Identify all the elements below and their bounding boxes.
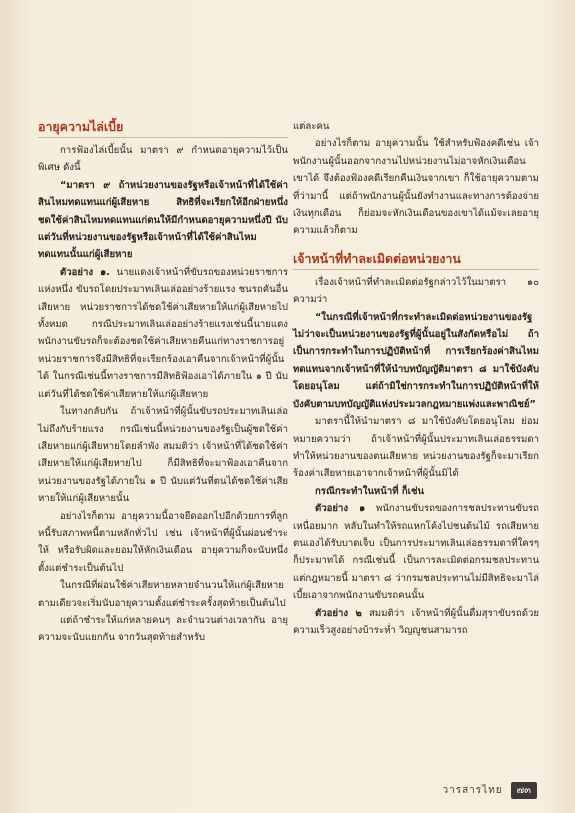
example-text: สมมติว่า เจ้าหน้าที่ผู้นั้นดื่มสุราขับรถด้วยความเร็วสูงอย่างบ้าระห่ำ วิญญูชนสามารถ: [293, 607, 539, 636]
heading-rule: [293, 269, 539, 270]
paragraph: ในกรณีที่ผ่อนใช้ค่าเสียหายหลายจำนวนให้แก่ผู้เสียหายตามเดียวจะเริ่มนับอายุความตั้งแต่ชำระครั้งสุดท้ายเป็นต้นไป: [38, 580, 286, 609]
paragraph: การฟ้องไล่เบี้ยนั้น มาตรา ๙ กำหนดอายุความไว้เป็นพิเศษ ดังนี้: [38, 145, 288, 174]
right-column: [293, 118, 539, 639]
example-text: นายแดงเจ้าหน้าที่ขับรถของหน่วยราชการแห่งหนึ่ง ขับรถโดยประมาทเลินเล่ออย่างร้ายแรง ชนรถคันอื่นเสียหาย หน่วยราชการได้ชดใช้ค่าเสียหายให้แก่ผู้เสียหายไปทั้งหมด กรณีประมาทเลินเล่ออย่างร้ายแรงเช่นนี้นายแดงพนักงานขับรถก็จะต้องชดใช้ค่าเสียหายคืนแก่ทางราชการอยู่ หน่วยราชการจึงมีสิทธิที่จะเรียกร้องเอาคืนจากเจ้าหน้าที่ผู้นั้นได้ ในกรณีเช่นนี้ทางราชการมีสิทธิฟ้องเอาได้ภายใน ๑ ปี นับแต่วันที่ได้ชดใช้ค่าเสียหายให้แก่ผู้เสียหาย: [38, 266, 288, 400]
section-heading-tort: เจ้าหน้าที่ทำละเมิดต่อหน่วยงาน: [293, 250, 461, 266]
example-1: [293, 500, 539, 604]
example-label: ตัวอย่าง ๑.: [60, 266, 110, 278]
example-label: ตัวอย่าง ๑: [315, 503, 366, 515]
paragraph: เรื่องเจ้าหน้าที่ทำละเมิดต่อรัฐกล่าวไว้ในมาตรา ๑๐ ความว่า: [293, 276, 539, 306]
page-number: ๗๓: [511, 782, 537, 799]
paragraph: อย่างไรก็ตาม อายุความนี้อาจยืดออกไปอีกด้วยการที่ลูกหนี้รับสภาพหนี้ตามหลักทั่วไป เช่น เจ้าหน้าที่ผู้นั้นผ่อนชำระให้ หรือรับผิดและยอมให้หักเงินเดือน อายุความก็จะนับหนึ่งตั้งแต่ชำระเป็นต้นไป: [38, 510, 288, 574]
paragraph: แต่ถ้าชำระให้แก่หลายคนๆ ละจำนวนต่างเวลากัน อายุความจะนับแยกกัน จากวันสุดท้ายสำหรับ: [38, 614, 288, 644]
law-quote-section-10: “ในกรณีที่เจ้าหน้าที่กระทำละเมิดต่อหน่วยงานของรัฐไม่ว่าจะเป็นหน่วยงานของรัฐที่ผู้นั้นอยู่ในสังกัดหรือไม่ ถ้าเป็นการกระทำในการปฏิบัติหน้าที่ การเรียกร้องค่าสินไหมทดแทนจากเจ้าหน้าที่ให้นำบทบัญญัติมาตรา ๘ มาใช้บังคับโดยอนุโลม แต่ถ้ามิใช่การกระทำในการปฏิบัติหน้าที่ให้บังคับตามบทบัญญัติแห่งประมวลกฎหมายแพ่งและพาณิชย์”: [293, 311, 539, 410]
paragraph: มาตรานี้ให้นำมาตรา ๘ มาใช้บังคับโดยอนุโลม ย่อมหมายความว่า ถ้าเจ้าหน้าที่ผู้นั้นประมาทเลินเล่อธรรมดา ทำให้หน่วยงานของตนเสียหาย หน่วยงานของรัฐก็จะมาเรียกร้องค่าเสียหายเอาจากเจ้าหน้าที่ผู้นั้นมิได้: [293, 416, 539, 480]
section-heading-limitation: อายุความไล่เบี้ย: [38, 119, 124, 134]
example-1: [38, 264, 288, 403]
paragraph: กรณีกระทำในหน้าที่ ก็เช่น: [315, 485, 425, 497]
spacer: [293, 240, 539, 250]
page-footer: [442, 782, 537, 799]
law-quote-section-9: “มาตรา ๙ ถ้าหน่วยงานของรัฐหรือเจ้าหน้าที่ได้ใช้ค่าสินไหมทดแทนแก่ผู้เสียหาย สิทธิที่จะเรียกให้อีกฝ่ายหนึ่งชดใช้ค่าสินไหมทดแทนแก่ตนให้มีกำหนดอายุความหนึ่งปี นับแต่วันที่หน่วยงานของรัฐหรือเจ้าหน้าที่ได้ใช้ค่าสินไหมทดแทนนั้นแก่ผู้เสียหาย: [38, 179, 288, 261]
paragraph: แต่ละคน: [293, 121, 330, 132]
example-text: พนักงานขับรถของการชลประทานขับรถเหนื่อยมาก หลับในทำให้รถแหกโค้งไปชนต้นไม้ รถเสียหาย ตนเองได้รับบาดเจ็บ เป็นการประมาทเลินเล่อธรรมดาที่ใครๆ ก็ประมาทได้ กรณีเช่นนี้ เป็นการละเมิดต่อกรมชลประทาน แต่กฎหมายนี้ มาตรา ๘ ว่ากรมชลประทานไม่มีสิทธิจะมาไล่เบี้ยเอาจากพนักงานขับรถคนนั้น: [293, 503, 539, 602]
paragraph: อย่างไรก็ตาม อายุความนั้น ใช้สำหรับฟ้องคดีเช่น เจ้าพนักงานผู้นั้นออกจากงานไปหน่วยงานไม่อาจหักเงินเดือนเขาได้ จึงต้องฟ้องคดีเรียกคืนเงินจากเขา ก็ใช้อายุความตามที่ว่ามานี้ แต่ถ้าพนักงานผู้นั้นยังทำงานและทางการต้องจ่ายเงินทุกเดือน ก็ย่อมจะหักเงินเดือนของเขาได้แม้จะเลยอายุความแล้วก็ตาม: [293, 138, 539, 237]
heading-rule: [38, 137, 288, 138]
left-column: [38, 118, 288, 647]
magazine-name: วารสารไทย: [442, 785, 503, 796]
paragraph: ในทางกลับกัน ถ้าเจ้าหน้าที่ผู้นั้นขับรถประมาทเลินเล่อไม่ถึงกับร้ายแรง กรณีเช่นนี้หน่วยงานของรัฐเป็นผู้ชดใช้ค่าเสียหายแก่ผู้เสียหายโดยลำพัง สมมติว่า เจ้าหน้าที่ได้ชดใช้ค่าเสียหายให้แก่ผู้เสียหายไป ก็มีสิทธิที่จะมาฟ้องเอาคืนจากหน่วยงานของรัฐได้ภายใน ๑ ปี นับแต่วันที่ตนได้ชดใช้ค่าเสียหายให้แก่ผู้เสียหายนั้น: [38, 406, 288, 505]
example-2: [293, 605, 539, 640]
example-label: ตัวอย่าง ๒: [315, 607, 362, 619]
